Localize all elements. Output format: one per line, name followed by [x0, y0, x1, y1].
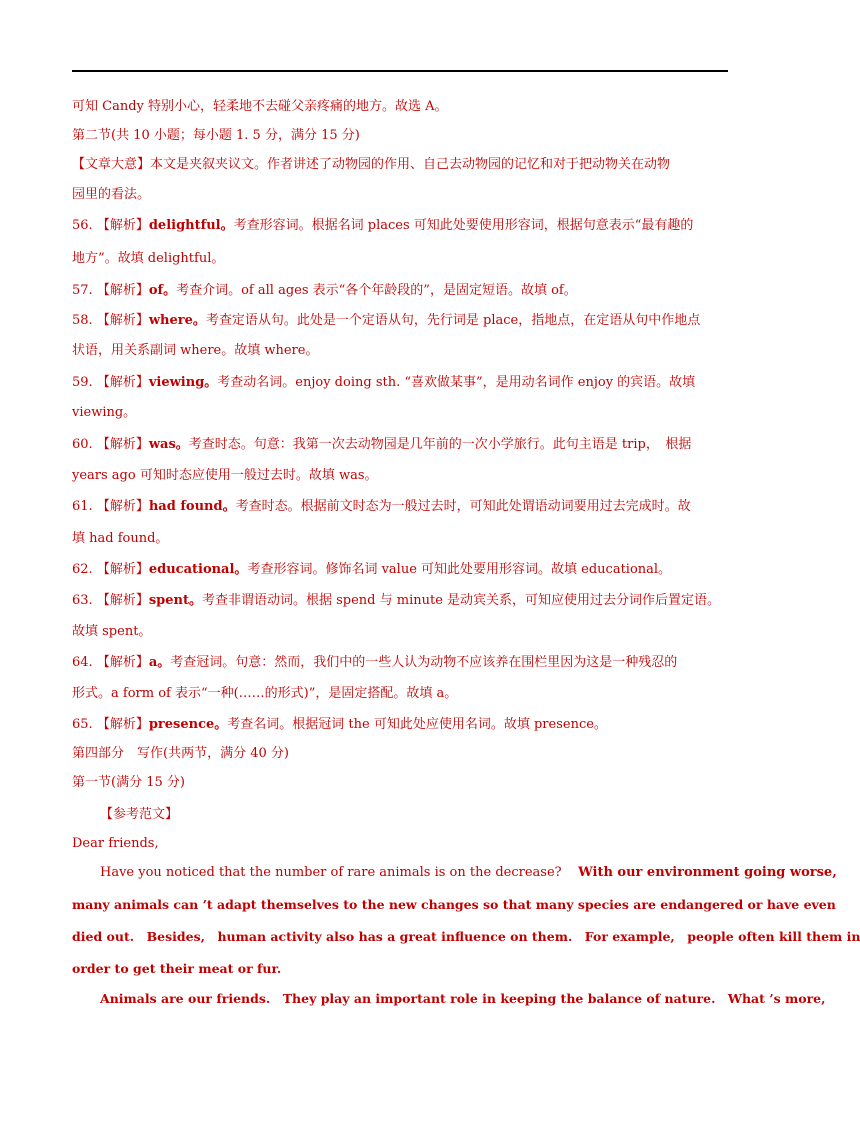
explanation: 考查时态。根据前文时态为一般过去时，可知此处谓语动词要用过去完成时。故	[235, 499, 691, 514]
analysis-tag: 【解析】	[96, 218, 149, 233]
answer-item-65	[72, 716, 732, 734]
essay-plain-text: Have you noticed that the number of rare animals is on the decrease?	[100, 865, 562, 880]
explanation: 考查介词。of all ages 表示“各个年龄段的”，是固定短语。故填 of。	[176, 283, 577, 298]
answer-item-58	[72, 312, 732, 330]
item-number: 59.	[72, 375, 93, 390]
analysis-tag: 【解析】	[96, 375, 149, 390]
answer-item-60	[72, 436, 732, 454]
analysis-tag: 【解析】	[96, 593, 149, 608]
text-line: years ago 可知时态应使用一般过去时。故填 was。	[72, 468, 378, 483]
item-number: 57.	[72, 283, 93, 298]
explanation: 考查非谓语动词。根据 spend 与 minute 是动宾关系，可知应使用过去分词作后置定语。	[201, 593, 721, 608]
text-line: 状语，用关系副词 where。故填 where。	[72, 343, 319, 358]
answer-word: a。	[148, 655, 171, 670]
explanation: 考查时态。句意：我第一次去动物园是几年前的一次小学旅行。此句主语是 trip， 根据	[188, 437, 692, 452]
text-line: 园里的看法。	[72, 187, 151, 202]
item-number: 61.	[72, 499, 93, 514]
essay-line: died out. Besides, human activity also has a great influence on them. For example, people often kill them in	[72, 929, 860, 944]
answer-word: spent。	[148, 593, 202, 608]
header-rule	[72, 70, 728, 72]
answer-word: where。	[148, 313, 206, 328]
section-heading: 第二节(共 10 小题；每小题 1. 5 分，满分 15 分)	[72, 128, 360, 143]
analysis-tag: 【解析】	[96, 499, 149, 514]
explanation: 考查形容词。修饰名词 value 可知此处要用形容词。故填 educational。	[247, 562, 672, 577]
item-number: 60.	[72, 437, 93, 452]
answer-word: was。	[148, 437, 189, 452]
essay-line: many animals can ’t adapt themselves to the new changes so that many species are endangered or have even	[72, 897, 836, 912]
answer-word: of。	[148, 283, 177, 298]
reference-heading: 【参考范文】	[100, 807, 179, 822]
essay-bold-text: With our environment going worse,	[578, 865, 837, 880]
explanation: 考查定语从句。此处是一个定语从句，先行词是 place，指地点，在定语从句中作地点	[205, 313, 701, 328]
text-line: 【文章大意】本文是夹叙夹议文。作者讲述了动物园的作用、自己去动物园的记忆和对于把动物关在动物	[72, 157, 671, 172]
item-number: 56.	[72, 218, 93, 233]
answer-item-56	[72, 217, 732, 235]
analysis-tag: 【解析】	[96, 437, 149, 452]
explanation: 考查名词。根据冠词 the 可知此处应使用名词。故填 presence。	[227, 717, 607, 732]
answer-word: viewing。	[148, 375, 218, 390]
text-line: 填 had found。	[72, 531, 169, 546]
salutation: Dear friends,	[72, 836, 159, 851]
text-line: 形式。a form of 表示“一种(……的形式)”，是固定搭配。故填 a。	[72, 686, 458, 701]
answer-item-61	[72, 498, 732, 516]
answer-item-63	[72, 592, 732, 610]
analysis-tag: 【解析】	[96, 562, 149, 577]
answer-item-59	[72, 374, 732, 392]
analysis-tag: 【解析】	[96, 655, 149, 670]
answer-word: educational。	[148, 562, 248, 577]
answer-item-64	[72, 654, 732, 672]
explanation: 考查动名词。enjoy doing sth. “喜欢做某事”，是用动名词作 enjoy 的宾语。故填	[217, 375, 696, 390]
answer-word: delightful。	[148, 218, 234, 233]
explanation: 考查形容词。根据名词 places 可知此处要使用形容词，根据句意表示“最有趣的	[233, 218, 694, 233]
answer-word: had found。	[148, 499, 236, 514]
section-heading: 第一节(满分 15 分)	[72, 775, 185, 790]
text-line: viewing。	[72, 405, 137, 420]
item-number: 64.	[72, 655, 93, 670]
section-heading: 第四部分 写作(共两节，满分 40 分)	[72, 746, 289, 761]
item-number: 65.	[72, 717, 93, 732]
analysis-tag: 【解析】	[96, 283, 149, 298]
item-number: 63.	[72, 593, 93, 608]
answer-word: presence。	[148, 717, 228, 732]
explanation: 考查冠词。句意：然而，我们中的一些人认为动物不应该养在围栏里因为这是一种残忍的	[170, 655, 678, 670]
text-line: 故填 spent。	[72, 624, 152, 639]
answer-item-62	[72, 561, 732, 579]
text-line: 可知 Candy 特别小心，轻柔地不去碰父亲疼痛的地方。故选 A。	[72, 99, 448, 114]
item-number: 58.	[72, 313, 93, 328]
essay-line: order to get their meat or fur.	[72, 961, 282, 976]
text-line: 地方”。故填 delightful。	[72, 251, 225, 266]
item-number: 62.	[72, 562, 93, 577]
answer-item-57	[72, 282, 732, 300]
essay-line	[100, 864, 837, 882]
analysis-tag: 【解析】	[96, 313, 149, 328]
essay-line: Animals are our friends. They play an important role in keeping the balance of nature. What ’s more,	[100, 991, 826, 1006]
analysis-tag: 【解析】	[96, 717, 149, 732]
